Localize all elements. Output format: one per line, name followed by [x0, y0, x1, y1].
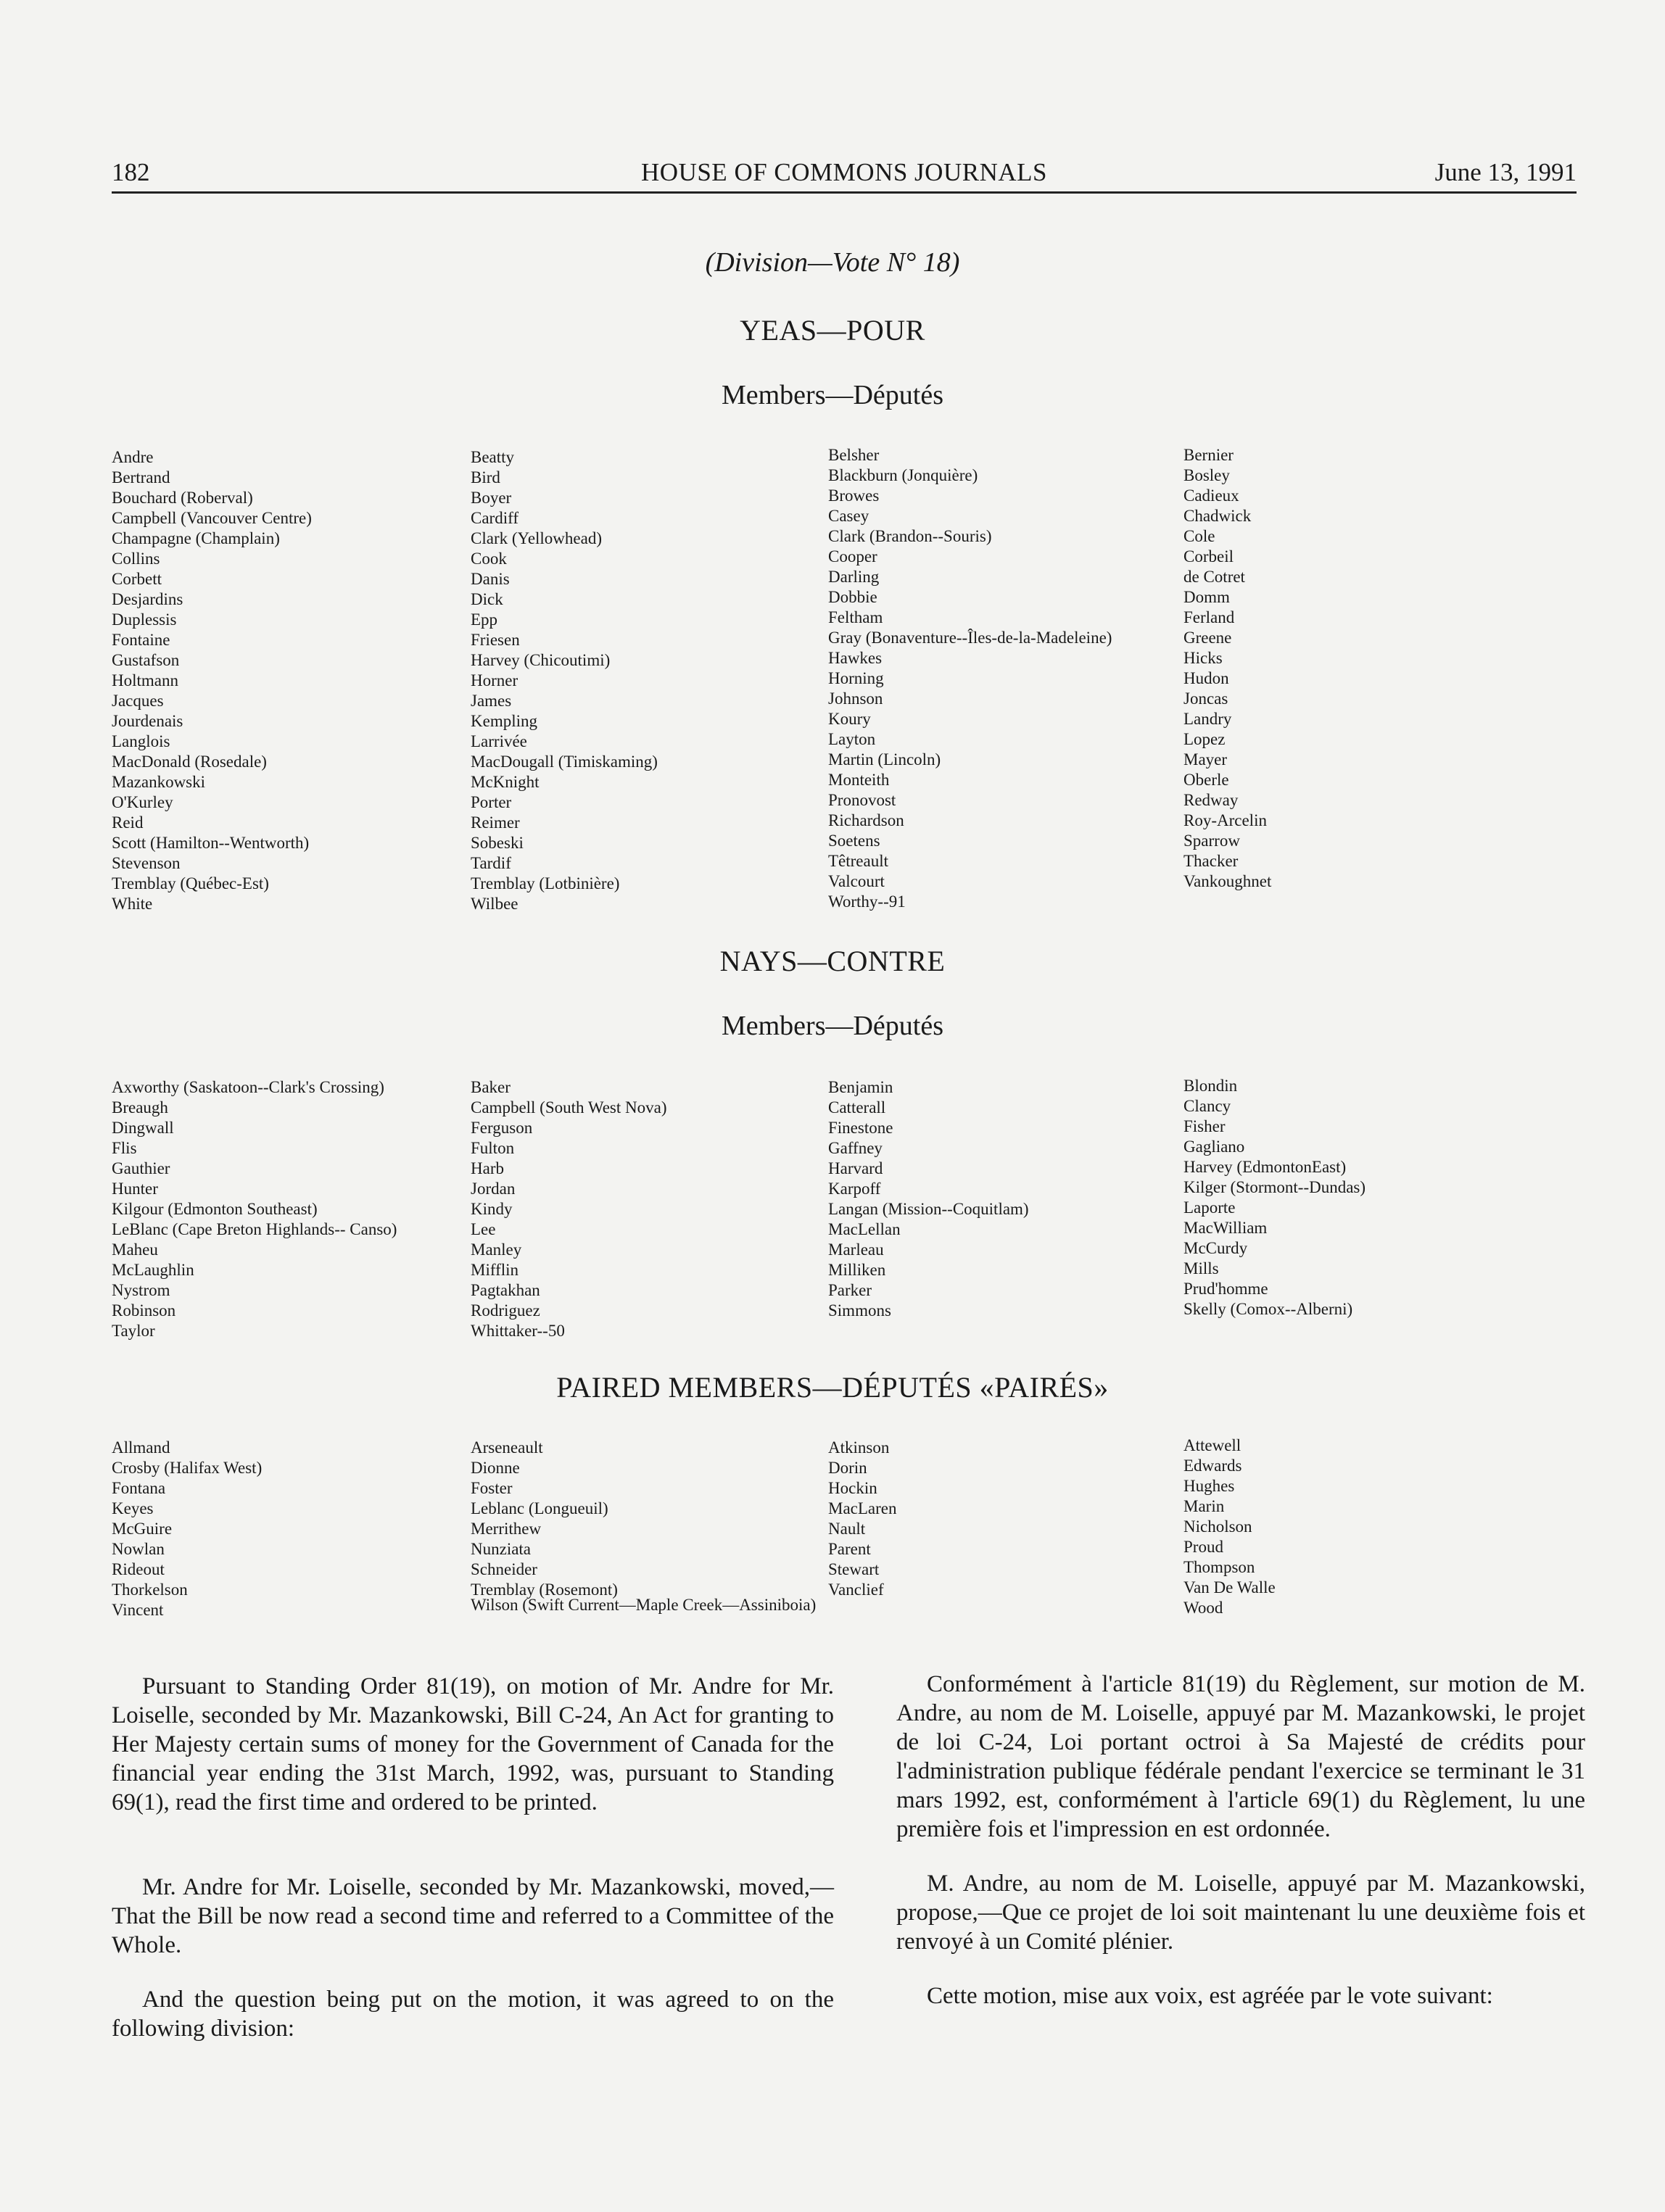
- member-name: Soetens: [828, 832, 880, 850]
- member-name: Taylor: [112, 1322, 155, 1340]
- member-name: Benjamin: [828, 1078, 893, 1096]
- member-name: Flis: [112, 1139, 137, 1157]
- member-name: Skelly (Comox--Alberni): [1183, 1300, 1353, 1318]
- member-name: Darling: [828, 568, 880, 586]
- member-name: Thacker: [1183, 852, 1239, 870]
- member-name: Hockin: [828, 1479, 877, 1497]
- member-name: Leblanc (Longueuil): [471, 1499, 608, 1517]
- member-name: Greene: [1183, 629, 1232, 647]
- member-name: Chadwick: [1183, 507, 1252, 525]
- member-name: Andre: [112, 448, 154, 466]
- member-name: Lee: [471, 1220, 496, 1238]
- member-name: Foster: [471, 1479, 513, 1497]
- member-name: Landry: [1183, 710, 1232, 728]
- member-name: Danis: [471, 570, 510, 588]
- member-name: Redway: [1183, 791, 1239, 809]
- member-name: Sobeski: [471, 834, 524, 852]
- member-name: Pagtakhan: [471, 1281, 540, 1299]
- member-name: Cooper: [828, 547, 877, 566]
- yeas-column-2: [471, 447, 658, 914]
- journal-title: HOUSE OF COMMONS JOURNALS: [641, 158, 1047, 186]
- member-name: Horning: [828, 669, 884, 687]
- yeas-heading: YEAS—POUR: [740, 314, 925, 347]
- page-number: 182: [112, 158, 150, 186]
- member-name: White: [112, 895, 153, 913]
- member-name: Manley: [471, 1240, 522, 1259]
- member-name: Oberle: [1183, 771, 1229, 789]
- member-name: Crosby (Halifax West): [112, 1459, 263, 1477]
- member-name: Corbett: [112, 570, 162, 588]
- french-paragraph-2: M. Andre, au nom de M. Loiselle, appuyé par M. Mazankowski, propose,—Que ce projet de loi soit maintenant lu une deuxième fois et renvoyé à un Comité plénier.: [896, 1871, 1585, 1955]
- member-name: Lopez: [1183, 730, 1226, 748]
- member-name: Belsher: [828, 446, 880, 464]
- member-name: Richardson: [828, 811, 904, 829]
- nays-column-1: [112, 1077, 397, 1341]
- nays-column-3: [828, 1077, 1029, 1321]
- member-name: Mifflin: [471, 1261, 519, 1279]
- member-name: Bertrand: [112, 468, 170, 486]
- english-paragraph-3: And the question being put on the motion, it was agreed to on the following division:: [112, 1987, 834, 2042]
- member-name: Campbell (Vancouver Centre): [112, 509, 312, 527]
- member-name: Browes: [828, 486, 880, 505]
- member-name: LeBlanc (Cape Breton Highlands-- Canso): [112, 1220, 397, 1238]
- nays-subheading: Members—Députés: [721, 1011, 944, 1041]
- member-name: Gagliano: [1183, 1138, 1245, 1156]
- member-name: Fulton: [471, 1139, 515, 1157]
- member-name: MacLellan: [828, 1220, 901, 1238]
- nays-column-2: [471, 1077, 667, 1341]
- member-name: Layton: [828, 730, 876, 748]
- member-name: Kilgour (Edmonton Southeast): [112, 1200, 318, 1218]
- paired-wilson-entry: Wilson (Swift Current—Maple Creek—Assiniboia): [471, 1596, 817, 1614]
- english-paragraph-1: Pursuant to Standing Order 81(19), on motion of Mr. Andre for Mr. Loiselle, seconded by Mr. Mazankowski, Bill C-24, An Act for granting to Her Majesty certain sums of money for the Government of Canada for the financial year ending the 31st March, 1992, was, pursuant to Standing 69(1), read the first time and ordered to be printed.: [112, 1673, 834, 1815]
- member-name: Kindy: [471, 1200, 513, 1218]
- member-name: Fisher: [1183, 1117, 1226, 1135]
- member-name: Vincent: [112, 1601, 164, 1619]
- member-name: Jourdenais: [112, 712, 183, 730]
- yeas-column-4: [1183, 445, 1271, 892]
- member-name: Wilbee: [471, 895, 518, 913]
- member-name: Epp: [471, 610, 498, 629]
- member-name: Langlois: [112, 732, 170, 750]
- member-name: Bouchard (Roberval): [112, 489, 253, 507]
- member-name: Horner: [471, 671, 518, 689]
- member-name: Koury: [828, 710, 871, 728]
- member-name: Roy-Arcelin: [1183, 811, 1267, 829]
- member-name: O'Kurley: [112, 793, 173, 811]
- member-name: James: [471, 692, 512, 710]
- member-name: Dobbie: [828, 588, 877, 606]
- member-name: Parent: [828, 1540, 871, 1558]
- member-name: Pronovost: [828, 791, 896, 809]
- member-name: Mills: [1183, 1259, 1219, 1277]
- member-name: Langan (Mission--Coquitlam): [828, 1200, 1029, 1218]
- page-date: June 13, 1991: [1434, 158, 1577, 186]
- member-name: Rideout: [112, 1560, 165, 1578]
- member-name: Hunter: [112, 1180, 158, 1198]
- member-name: Vankoughnet: [1183, 872, 1272, 890]
- yeas-subheading: Members—Députés: [721, 380, 944, 410]
- member-name: Attewell: [1183, 1436, 1241, 1454]
- member-name: Cook: [471, 550, 507, 568]
- member-name: Domm: [1183, 588, 1230, 606]
- member-name: Karpoff: [828, 1180, 881, 1198]
- member-name: Rodriguez: [471, 1301, 540, 1320]
- member-name: Baker: [471, 1078, 511, 1096]
- member-name: Clark (Yellowhead): [471, 529, 602, 547]
- member-name: Duplessis: [112, 610, 177, 629]
- member-name: Laporte: [1183, 1198, 1236, 1217]
- paired-column-1: [112, 1438, 262, 1620]
- member-name: Casey: [828, 507, 869, 525]
- member-name: Fontana: [112, 1479, 166, 1497]
- english-paragraph-2: Mr. Andre for Mr. Loiselle, seconded by Mr. Mazankowski, moved,—That the Bill be now read a second time and referred to a Committee of the Whole.: [112, 1874, 834, 1958]
- member-name: Harvey (EdmontonEast): [1183, 1158, 1347, 1176]
- member-name: Desjardins: [112, 590, 183, 608]
- member-name: Nunziata: [471, 1540, 532, 1558]
- member-name: Harvey (Chicoutimi): [471, 651, 611, 669]
- member-name: Tremblay (Québec-Est): [112, 874, 269, 892]
- member-name: Worthy--91: [828, 892, 906, 911]
- member-name: Gaffney: [828, 1139, 883, 1157]
- paired-column-4: [1183, 1436, 1276, 1618]
- member-name: Gustafson: [112, 651, 180, 669]
- member-name: Harvard: [828, 1159, 883, 1177]
- member-name: Tremblay (Rosemont): [471, 1581, 618, 1599]
- member-name: Bird: [471, 468, 500, 486]
- member-name: Campbell (South West Nova): [471, 1098, 667, 1117]
- member-name: Collins: [112, 550, 160, 568]
- member-name: Schneider: [471, 1560, 537, 1578]
- member-name: Kilger (Stormont--Dundas): [1183, 1178, 1366, 1196]
- member-name: McLaughlin: [112, 1261, 194, 1279]
- member-name: Cadieux: [1183, 486, 1239, 505]
- member-name: Reid: [112, 813, 144, 832]
- member-name: Boyer: [471, 489, 512, 507]
- member-name: Fontaine: [112, 631, 170, 649]
- member-name: Ferguson: [471, 1119, 533, 1137]
- member-name: Ferland: [1183, 608, 1235, 626]
- member-name: Clancy: [1183, 1097, 1231, 1115]
- member-name: Dionne: [471, 1459, 520, 1477]
- member-name: Thompson: [1183, 1558, 1255, 1576]
- member-name: Vanclief: [828, 1581, 884, 1599]
- member-name: Tardif: [471, 854, 511, 872]
- member-name: Axworthy (Saskatoon--Clark's Crossing): [112, 1078, 384, 1096]
- member-name: McGuire: [112, 1520, 173, 1538]
- paired-heading: PAIRED MEMBERS—DÉPUTÉS «PAIRÉS»: [556, 1371, 1109, 1404]
- member-name: Wood: [1183, 1599, 1223, 1617]
- member-name: Hicks: [1183, 649, 1223, 667]
- member-name: Dorin: [828, 1459, 867, 1477]
- member-name: Reimer: [471, 813, 520, 832]
- member-name: Nault: [828, 1520, 866, 1538]
- member-name: Monteith: [828, 771, 890, 789]
- member-name: Finestone: [828, 1119, 893, 1137]
- member-name: Gray (Bonaventure--Îles-de-la-Madeleine): [828, 629, 1112, 647]
- member-name: Hawkes: [828, 649, 883, 667]
- member-name: Harb: [471, 1159, 504, 1177]
- member-name: Stewart: [828, 1560, 880, 1578]
- member-name: Maheu: [112, 1240, 158, 1259]
- member-name: Mazankowski: [112, 773, 206, 791]
- member-name: Stevenson: [112, 854, 181, 872]
- member-name: MacWilliam: [1183, 1219, 1268, 1237]
- member-name: Nowlan: [112, 1540, 165, 1558]
- member-name: Blondin: [1183, 1077, 1238, 1095]
- page-header: [112, 154, 1577, 194]
- paired-column-2: [471, 1438, 618, 1600]
- member-name: Corbeil: [1183, 547, 1234, 566]
- member-name: Nystrom: [112, 1281, 170, 1299]
- member-name: Marleau: [828, 1240, 884, 1259]
- member-name: Keyes: [112, 1499, 154, 1517]
- member-name: Whittaker--50: [471, 1322, 565, 1340]
- member-name: Martin (Lincoln): [828, 750, 941, 769]
- member-name: MacLaren: [828, 1499, 897, 1517]
- member-name: Sparrow: [1183, 832, 1240, 850]
- member-name: Atkinson: [828, 1438, 890, 1457]
- member-name: MacDougall (Timiskaming): [471, 753, 658, 771]
- member-name: Nicholson: [1183, 1517, 1252, 1536]
- member-name: Simmons: [828, 1301, 891, 1320]
- member-name: Cardiff: [471, 509, 519, 527]
- member-name: Prud'homme: [1183, 1280, 1268, 1298]
- member-name: Beatty: [471, 448, 515, 466]
- french-paragraph-1: Conformément à l'article 81(19) du Règlement, sur motion de M. Andre, au nom de M. Loiselle, appuyé par M. Mazankowski, le projet de loi C-24, Loi portant octroi à Sa Majesté de crédits pour l'administration publique fédérale pendant l'exercice se terminant le 31 mars 1992, est, conformément à l'article 69(1) du Règlement, lu une première fois et l'impression en est ordonnée.: [896, 1671, 1585, 1842]
- member-name: Jacques: [112, 692, 164, 710]
- member-name: Blackburn (Jonquière): [828, 466, 978, 484]
- member-name: Mayer: [1183, 750, 1228, 769]
- member-name: de Cotret: [1183, 568, 1245, 586]
- member-name: Hughes: [1183, 1477, 1235, 1495]
- member-name: Kempling: [471, 712, 537, 730]
- member-name: Robinson: [112, 1301, 176, 1320]
- french-paragraph-3: Cette motion, mise aux voix, est agréée par le vote suivant:: [927, 1983, 1493, 2009]
- paired-column-3: [828, 1438, 897, 1600]
- member-name: Larrivée: [471, 732, 527, 750]
- member-name: Dick: [471, 590, 503, 608]
- member-name: Bosley: [1183, 466, 1230, 484]
- member-name: Friesen: [471, 631, 520, 649]
- member-name: Scott (Hamilton--Wentworth): [112, 834, 310, 852]
- member-name: Edwards: [1183, 1457, 1242, 1475]
- member-name: McCurdy: [1183, 1239, 1248, 1257]
- member-name: Breaugh: [112, 1098, 168, 1117]
- member-name: Gauthier: [112, 1159, 170, 1177]
- member-name: Bernier: [1183, 446, 1234, 464]
- member-name: Catterall: [828, 1098, 886, 1117]
- member-name: Van De Walle: [1183, 1578, 1276, 1596]
- nays-heading: NAYS—CONTRE: [719, 945, 946, 977]
- member-name: Jordan: [471, 1180, 516, 1198]
- member-name: Porter: [471, 793, 512, 811]
- member-name: Proud: [1183, 1538, 1223, 1556]
- yeas-column-3: [828, 445, 1112, 912]
- nays-column-4: [1183, 1076, 1366, 1320]
- member-name: Parker: [828, 1281, 872, 1299]
- member-name: Milliken: [828, 1261, 886, 1279]
- member-name: Merrithew: [471, 1520, 542, 1538]
- member-name: Arseneault: [471, 1438, 543, 1457]
- member-name: Thorkelson: [112, 1581, 188, 1599]
- division-label: (Division—Vote N° 18): [705, 247, 960, 278]
- member-name: Valcourt: [828, 872, 885, 890]
- member-name: Têtreault: [828, 852, 889, 870]
- yeas-column-1: [112, 447, 312, 914]
- member-name: Johnson: [828, 689, 883, 708]
- member-name: Allmand: [112, 1438, 170, 1457]
- member-name: Clark (Brandon--Souris): [828, 527, 992, 545]
- member-name: Champagne (Champlain): [112, 529, 280, 547]
- member-name: Marin: [1183, 1497, 1225, 1515]
- member-name: MacDonald (Rosedale): [112, 753, 267, 771]
- member-name: Joncas: [1183, 689, 1228, 708]
- member-name: Cole: [1183, 527, 1215, 545]
- member-name: Hudon: [1183, 669, 1229, 687]
- member-name: Dingwall: [112, 1119, 174, 1137]
- member-name: McKnight: [471, 773, 540, 791]
- member-name: Feltham: [828, 608, 883, 626]
- member-name: Holtmann: [112, 671, 178, 689]
- member-name: Tremblay (Lotbinière): [471, 874, 620, 892]
